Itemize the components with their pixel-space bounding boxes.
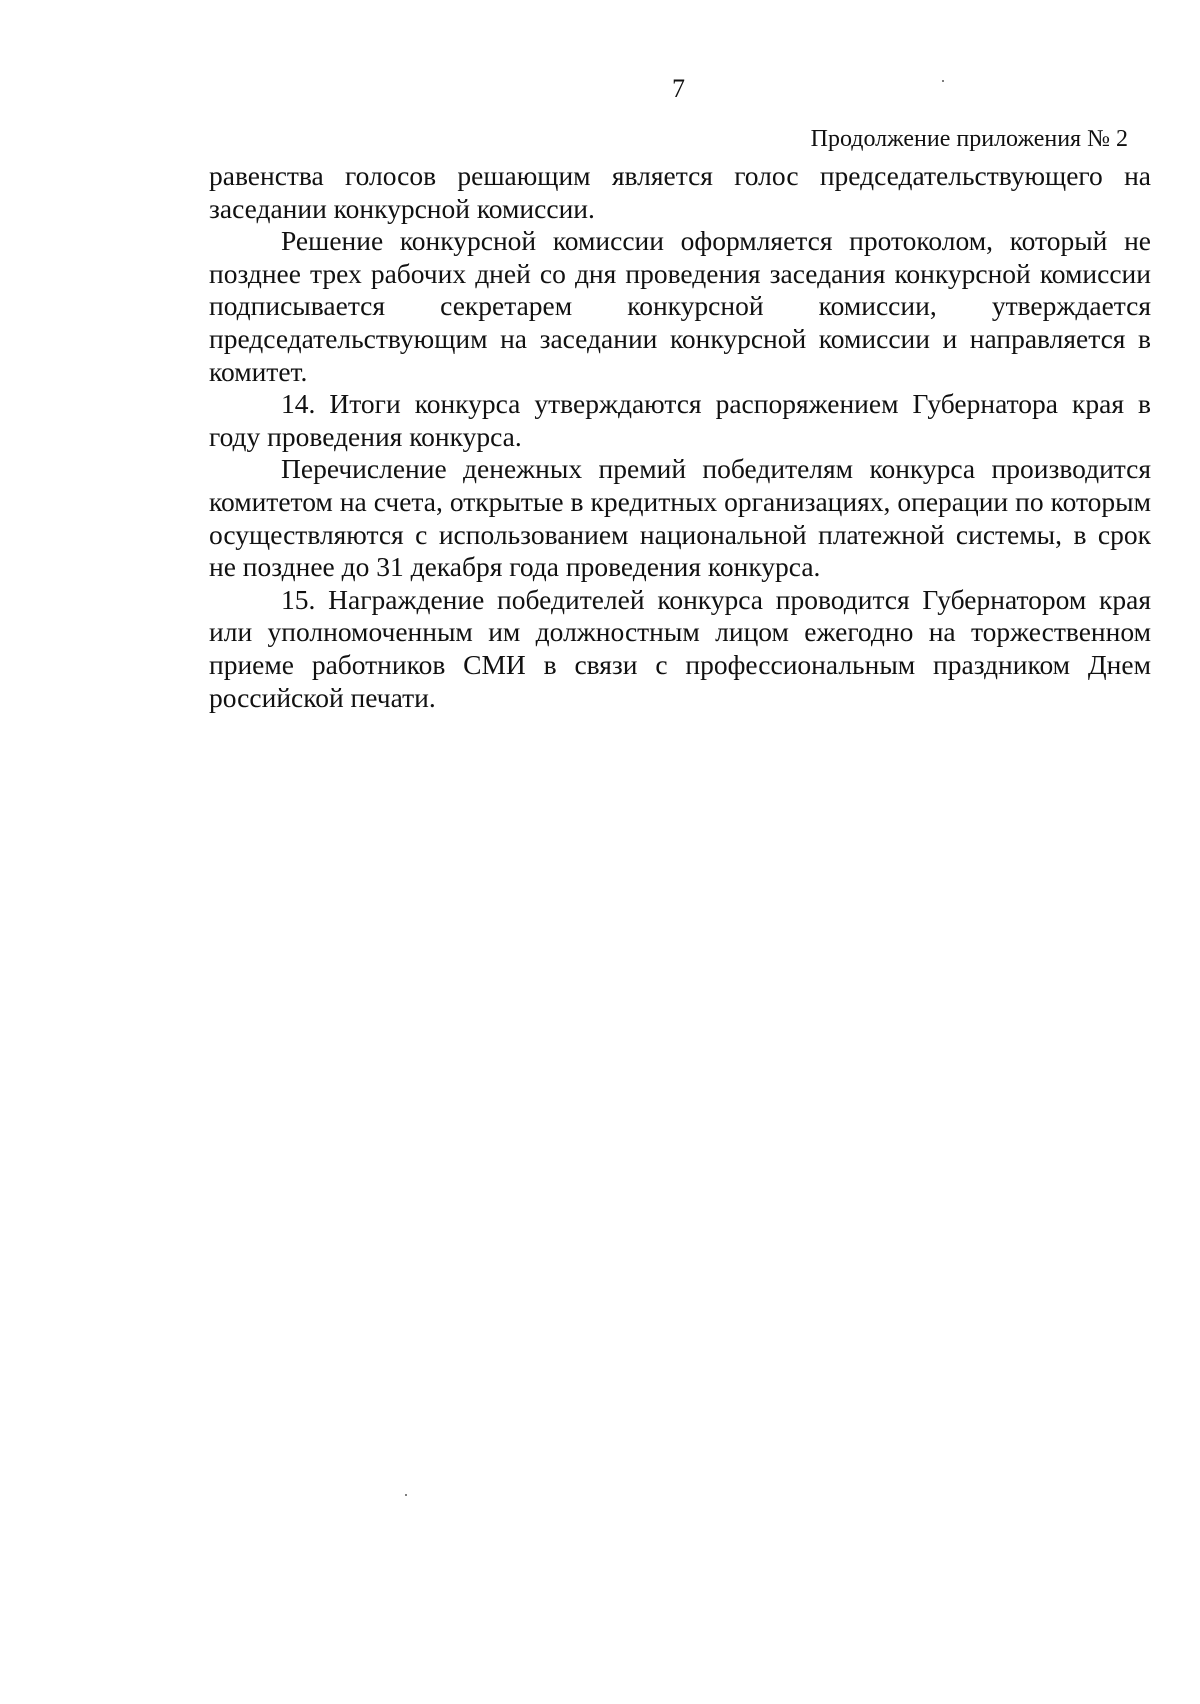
page-number: 7: [672, 74, 685, 103]
paragraph-1: равенства голосов решающим является голос председательствующего на заседании конкурсной комиссии.: [209, 160, 1151, 224]
paragraph-5: 15. Награждение победителей конкурса проводится Губернатором края или уполномоченным им должностным лицом ежегодно на торжественном приеме работников СМИ в связи с профессиональным праздником Днем российской печати.: [209, 583, 1151, 713]
appendix-continuation-note: Продолжение приложения № 2: [810, 126, 1128, 152]
paragraph-2: Решение конкурсной комиссии оформляется протоколом, который не позднее трех рабочих дней со дня проведения заседания конкурсной комиссии подписывается секретарем конкурсной комиссии, утверждается председательствующим на заседании конкурсной комиссии и направляется в комитет.: [209, 225, 1151, 387]
paragraph-4: Перечисление денежных премий победителям конкурса производится комитетом на счета, открытые в кредитных организациях, операции по которым осуществляются с использованием национальной платежной системы, в срок не позднее до 31 декабря года проведения конкурса.: [209, 453, 1151, 583]
document-body: [209, 160, 1151, 714]
paragraph-3: 14. Итоги конкурса утверждаются распоряжением Губернатора края в году проведения конкурса.: [209, 388, 1151, 452]
scan-speck: [942, 80, 944, 82]
scan-speck: [405, 1494, 407, 1496]
